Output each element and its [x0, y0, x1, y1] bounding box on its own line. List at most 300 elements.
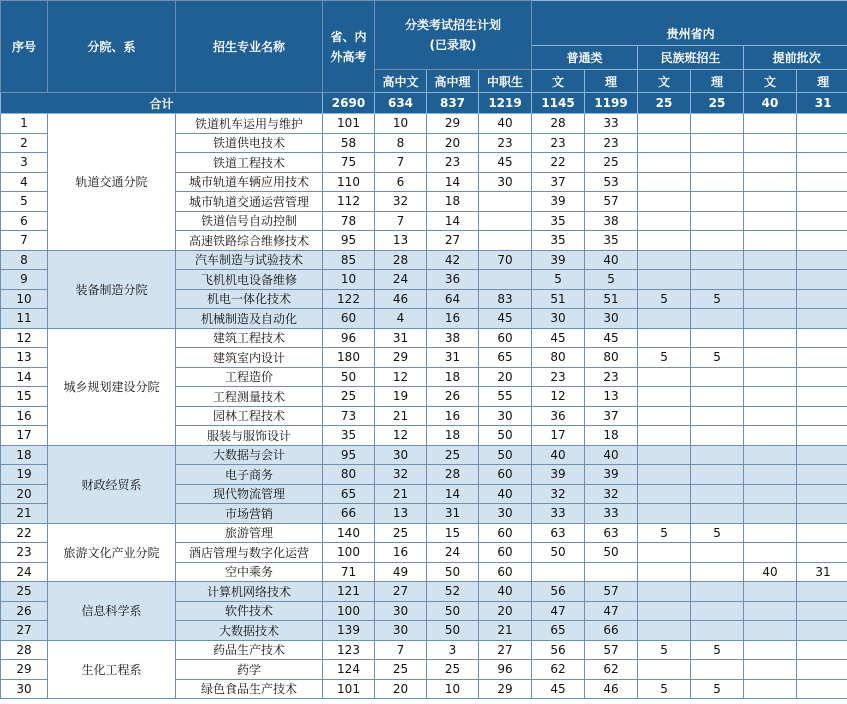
row-mz-wen: 5	[638, 289, 691, 309]
row-pt-li: 40	[585, 250, 638, 270]
row-pt-li: 37	[585, 406, 638, 426]
row-major: 工程造价	[176, 367, 323, 387]
row-mz-li	[691, 601, 744, 621]
table-row	[1, 445, 847, 465]
row-seq: 16	[1, 406, 48, 426]
row-mz-li	[691, 484, 744, 504]
row-hsexam: 73	[323, 406, 375, 426]
row-hsexam: 140	[323, 523, 375, 543]
row-tq-wen	[744, 328, 797, 348]
row-major: 药学	[176, 660, 323, 680]
table-body	[1, 114, 847, 699]
row-mz-li	[691, 367, 744, 387]
row-hsexam: 124	[323, 660, 375, 680]
table-row	[1, 328, 847, 348]
row-hs-li: 31	[427, 348, 479, 368]
row-hs-li: 15	[427, 523, 479, 543]
row-mz-wen	[638, 114, 691, 134]
row-seq: 29	[1, 660, 48, 680]
row-seq: 6	[1, 211, 48, 231]
row-zhongzhi	[479, 270, 532, 290]
row-pt-wen: 30	[532, 309, 585, 329]
row-mz-li	[691, 543, 744, 563]
row-major: 建筑工程技术	[176, 328, 323, 348]
row-seq: 3	[1, 153, 48, 173]
row-seq: 12	[1, 328, 48, 348]
row-zhongzhi: 30	[479, 406, 532, 426]
row-pt-li: 63	[585, 523, 638, 543]
row-mz-li	[691, 445, 744, 465]
row-pt-li: 62	[585, 660, 638, 680]
row-hsexam: 100	[323, 543, 375, 563]
row-mz-li	[691, 562, 744, 582]
row-pt-wen: 62	[532, 660, 585, 680]
row-seq: 8	[1, 250, 48, 270]
row-pt-li: 35	[585, 231, 638, 251]
row-tq-li	[797, 289, 847, 309]
row-pt-wen: 39	[532, 250, 585, 270]
row-tq-wen	[744, 133, 797, 153]
row-tq-wen	[744, 289, 797, 309]
row-tq-wen	[744, 192, 797, 212]
row-pt-wen: 47	[532, 601, 585, 621]
row-hs-wen: 13	[375, 504, 427, 524]
row-mz-wen	[638, 660, 691, 680]
row-hs-li: 18	[427, 192, 479, 212]
row-hs-li: 3	[427, 640, 479, 660]
table-row	[1, 523, 847, 543]
row-tq-wen	[744, 582, 797, 602]
row-zhongzhi: 60	[479, 543, 532, 563]
row-hs-wen: 21	[375, 406, 427, 426]
row-zhongzhi: 29	[479, 679, 532, 699]
row-pt-wen: 22	[532, 153, 585, 173]
row-hs-wen: 46	[375, 289, 427, 309]
row-zhongzhi: 65	[479, 348, 532, 368]
row-pt-li: 13	[585, 387, 638, 407]
row-hsexam: 66	[323, 504, 375, 524]
row-mz-li	[691, 250, 744, 270]
row-pt-wen	[532, 562, 585, 582]
row-mz-wen	[638, 484, 691, 504]
row-hs-wen: 32	[375, 465, 427, 485]
row-mz-wen	[638, 387, 691, 407]
row-mz-li	[691, 309, 744, 329]
row-mz-wen	[638, 172, 691, 192]
row-pt-wen: 37	[532, 172, 585, 192]
total-pt-wen: 1145	[532, 93, 585, 114]
row-mz-li	[691, 172, 744, 192]
row-mz-wen	[638, 445, 691, 465]
row-hs-li: 24	[427, 543, 479, 563]
row-zhongzhi: 45	[479, 309, 532, 329]
row-major: 药品生产技术	[176, 640, 323, 660]
row-zhongzhi: 40	[479, 582, 532, 602]
row-hs-li: 26	[427, 387, 479, 407]
row-hs-li: 27	[427, 231, 479, 251]
row-zhongzhi: 23	[479, 133, 532, 153]
row-hs-li: 14	[427, 172, 479, 192]
row-tq-li	[797, 387, 847, 407]
row-mz-wen	[638, 582, 691, 602]
row-major: 铁道信号自动控制	[176, 211, 323, 231]
header-zhongzhi: 中职生	[479, 70, 532, 93]
row-pt-wen: 32	[532, 484, 585, 504]
row-major: 大数据与会计	[176, 445, 323, 465]
row-seq: 4	[1, 172, 48, 192]
row-major: 机械制造及自动化	[176, 309, 323, 329]
row-tq-li	[797, 406, 847, 426]
row-mz-wen	[638, 211, 691, 231]
row-hs-li: 10	[427, 679, 479, 699]
row-hsexam: 96	[323, 328, 375, 348]
row-major: 现代物流管理	[176, 484, 323, 504]
row-mz-li: 5	[691, 523, 744, 543]
row-pt-wen: 40	[532, 445, 585, 465]
row-zhongzhi	[479, 192, 532, 212]
row-tq-li	[797, 133, 847, 153]
row-zhongzhi: 83	[479, 289, 532, 309]
row-pt-wen: 28	[532, 114, 585, 134]
row-zhongzhi: 45	[479, 153, 532, 173]
row-pt-li: 39	[585, 465, 638, 485]
row-zhongzhi: 20	[479, 601, 532, 621]
row-hs-li: 38	[427, 328, 479, 348]
row-hs-wen: 12	[375, 367, 427, 387]
row-mz-li: 5	[691, 348, 744, 368]
row-zhongzhi	[479, 211, 532, 231]
total-tq-li: 31	[797, 93, 847, 114]
row-mz-wen	[638, 562, 691, 582]
row-mz-li	[691, 153, 744, 173]
row-tq-li: 31	[797, 562, 847, 582]
row-hs-li: 16	[427, 309, 479, 329]
row-zhongzhi: 27	[479, 640, 532, 660]
row-hsexam: 60	[323, 309, 375, 329]
row-pt-li: 57	[585, 640, 638, 660]
row-major: 大数据技术	[176, 621, 323, 641]
row-hs-li: 25	[427, 445, 479, 465]
row-seq: 9	[1, 270, 48, 290]
row-hs-li: 25	[427, 660, 479, 680]
row-hsexam: 25	[323, 387, 375, 407]
row-tq-li	[797, 640, 847, 660]
row-major: 铁道工程技术	[176, 153, 323, 173]
row-tq-li	[797, 114, 847, 134]
row-mz-li	[691, 582, 744, 602]
row-pt-li: 33	[585, 504, 638, 524]
header-dept: 分院、系	[48, 1, 176, 93]
row-mz-wen	[638, 601, 691, 621]
row-pt-wen: 65	[532, 621, 585, 641]
department-name: 生化工程系	[48, 640, 176, 699]
row-zhongzhi: 55	[479, 387, 532, 407]
row-seq: 19	[1, 465, 48, 485]
row-tq-li	[797, 211, 847, 231]
row-hs-wen: 32	[375, 192, 427, 212]
row-tq-li	[797, 484, 847, 504]
row-mz-li	[691, 406, 744, 426]
department-name: 城乡规划建设分院	[48, 328, 176, 445]
row-mz-wen	[638, 328, 691, 348]
row-major: 机电一体化技术	[176, 289, 323, 309]
row-zhongzhi: 30	[479, 504, 532, 524]
row-tq-wen	[744, 621, 797, 641]
row-hs-li: 42	[427, 250, 479, 270]
row-pt-wen: 45	[532, 679, 585, 699]
row-hsexam: 85	[323, 250, 375, 270]
row-hs-li: 64	[427, 289, 479, 309]
header-seq: 序号	[1, 1, 48, 93]
row-hs-li: 31	[427, 504, 479, 524]
row-major: 飞机机电设备维修	[176, 270, 323, 290]
row-pt-li: 47	[585, 601, 638, 621]
row-tq-li	[797, 367, 847, 387]
row-mz-li	[691, 465, 744, 485]
row-pt-wen: 17	[532, 426, 585, 446]
row-hsexam: 123	[323, 640, 375, 660]
row-mz-li: 5	[691, 640, 744, 660]
row-tq-wen	[744, 465, 797, 485]
row-tq-wen	[744, 172, 797, 192]
row-tq-wen	[744, 679, 797, 699]
row-mz-wen: 5	[638, 348, 691, 368]
row-mz-wen	[638, 270, 691, 290]
header-mz-li: 理	[691, 70, 744, 93]
row-tq-wen	[744, 348, 797, 368]
row-hs-wen: 30	[375, 445, 427, 465]
row-zhongzhi: 60	[479, 562, 532, 582]
row-pt-li: 51	[585, 289, 638, 309]
row-mz-li	[691, 192, 744, 212]
row-hs-li: 16	[427, 406, 479, 426]
header-tiqian: 提前批次	[744, 46, 847, 70]
row-hsexam: 75	[323, 153, 375, 173]
row-tq-li	[797, 328, 847, 348]
row-tq-wen	[744, 250, 797, 270]
row-major: 电子商务	[176, 465, 323, 485]
row-hsexam: 78	[323, 211, 375, 231]
row-seq: 14	[1, 367, 48, 387]
row-tq-wen	[744, 211, 797, 231]
row-seq: 17	[1, 426, 48, 446]
row-zhongzhi: 60	[479, 465, 532, 485]
row-tq-wen	[744, 523, 797, 543]
row-tq-wen	[744, 406, 797, 426]
header-tq-wen: 文	[744, 70, 797, 93]
row-hs-wen: 8	[375, 133, 427, 153]
row-hsexam: 122	[323, 289, 375, 309]
row-major: 铁道机车运用与维护	[176, 114, 323, 134]
row-pt-li	[585, 562, 638, 582]
row-hs-wen: 4	[375, 309, 427, 329]
row-pt-wen: 39	[532, 192, 585, 212]
header-hsexam: 省、内 外高考	[323, 1, 375, 93]
row-hs-wen: 7	[375, 211, 427, 231]
row-mz-wen: 5	[638, 679, 691, 699]
row-mz-wen: 5	[638, 640, 691, 660]
row-zhongzhi: 30	[479, 172, 532, 192]
row-hs-wen: 12	[375, 426, 427, 446]
row-seq: 22	[1, 523, 48, 543]
row-tq-wen	[744, 640, 797, 660]
row-tq-li	[797, 445, 847, 465]
row-tq-wen	[744, 309, 797, 329]
row-hs-wen: 24	[375, 270, 427, 290]
row-zhongzhi	[479, 231, 532, 251]
row-pt-wen: 56	[532, 640, 585, 660]
row-seq: 25	[1, 582, 48, 602]
row-mz-wen	[638, 543, 691, 563]
header-putong: 普通类	[532, 46, 638, 70]
row-pt-li: 66	[585, 621, 638, 641]
row-hs-li: 14	[427, 211, 479, 231]
total-hs-wen: 634	[375, 93, 427, 114]
row-mz-li	[691, 114, 744, 134]
header-hs-li: 高中理	[427, 70, 479, 93]
department-name: 轨道交通分院	[48, 114, 176, 251]
row-mz-li	[691, 133, 744, 153]
row-hsexam: 121	[323, 582, 375, 602]
row-seq: 21	[1, 504, 48, 524]
row-tq-wen	[744, 445, 797, 465]
row-mz-li	[691, 387, 744, 407]
row-hsexam: 58	[323, 133, 375, 153]
row-seq: 11	[1, 309, 48, 329]
row-mz-wen	[638, 406, 691, 426]
row-hs-wen: 13	[375, 231, 427, 251]
row-tq-li	[797, 660, 847, 680]
row-pt-li: 5	[585, 270, 638, 290]
row-mz-li	[691, 621, 744, 641]
row-mz-li	[691, 231, 744, 251]
row-hs-wen: 28	[375, 250, 427, 270]
total-hs-li: 837	[427, 93, 479, 114]
row-mz-wen	[638, 250, 691, 270]
row-hs-li: 50	[427, 562, 479, 582]
table-header	[1, 1, 847, 114]
row-tq-li	[797, 172, 847, 192]
row-hsexam: 180	[323, 348, 375, 368]
row-hsexam: 71	[323, 562, 375, 582]
row-major: 绿色食品生产技术	[176, 679, 323, 699]
row-pt-wen: 39	[532, 465, 585, 485]
row-major: 城市轨道车辆应用技术	[176, 172, 323, 192]
row-seq: 15	[1, 387, 48, 407]
header-classify: 分类考试招生计划 (已录取)	[375, 1, 532, 70]
row-pt-wen: 56	[532, 582, 585, 602]
row-pt-li: 23	[585, 133, 638, 153]
row-mz-wen	[638, 231, 691, 251]
row-pt-li: 23	[585, 367, 638, 387]
row-hs-wen: 30	[375, 601, 427, 621]
row-tq-li	[797, 270, 847, 290]
row-hs-li: 28	[427, 465, 479, 485]
row-pt-wen: 33	[532, 504, 585, 524]
row-major: 铁道供电技术	[176, 133, 323, 153]
row-mz-wen	[638, 192, 691, 212]
row-hs-wen: 25	[375, 660, 427, 680]
row-pt-wen: 50	[532, 543, 585, 563]
row-tq-wen	[744, 387, 797, 407]
row-hs-li: 23	[427, 153, 479, 173]
row-pt-wen: 45	[532, 328, 585, 348]
row-major: 服装与服饰设计	[176, 426, 323, 446]
row-mz-wen	[638, 426, 691, 446]
row-seq: 26	[1, 601, 48, 621]
row-tq-li	[797, 250, 847, 270]
row-hsexam: 10	[323, 270, 375, 290]
row-tq-li	[797, 504, 847, 524]
row-mz-wen	[638, 153, 691, 173]
table-row	[1, 582, 847, 602]
row-tq-wen	[744, 601, 797, 621]
row-pt-wen: 35	[532, 211, 585, 231]
row-pt-li: 57	[585, 582, 638, 602]
row-hs-wen: 29	[375, 348, 427, 368]
row-mz-wen	[638, 367, 691, 387]
row-hs-wen: 7	[375, 640, 427, 660]
table-row	[1, 640, 847, 660]
row-tq-li	[797, 601, 847, 621]
row-tq-wen	[744, 660, 797, 680]
row-hs-li: 20	[427, 133, 479, 153]
row-tq-li	[797, 153, 847, 173]
row-hsexam: 50	[323, 367, 375, 387]
row-tq-wen	[744, 114, 797, 134]
row-mz-li	[691, 211, 744, 231]
table-row	[1, 114, 847, 134]
row-tq-wen: 40	[744, 562, 797, 582]
row-seq: 27	[1, 621, 48, 641]
row-hs-wen: 7	[375, 153, 427, 173]
row-zhongzhi: 50	[479, 426, 532, 446]
row-major: 市场营销	[176, 504, 323, 524]
row-mz-li: 5	[691, 289, 744, 309]
header-major: 招生专业名称	[176, 1, 323, 93]
row-major: 旅游管理	[176, 523, 323, 543]
row-hsexam: 65	[323, 484, 375, 504]
row-zhongzhi: 50	[479, 445, 532, 465]
header-minzu: 民族班招生	[638, 46, 744, 70]
row-tq-wen	[744, 367, 797, 387]
total-mz-wen: 25	[638, 93, 691, 114]
row-zhongzhi: 60	[479, 328, 532, 348]
row-zhongzhi: 40	[479, 114, 532, 134]
total-zhongzhi: 1219	[479, 93, 532, 114]
row-hsexam: 95	[323, 445, 375, 465]
row-pt-li: 80	[585, 348, 638, 368]
row-hs-li: 18	[427, 426, 479, 446]
total-hsexam: 2690	[323, 93, 375, 114]
row-hs-li: 52	[427, 582, 479, 602]
row-pt-li: 46	[585, 679, 638, 699]
row-hsexam: 35	[323, 426, 375, 446]
row-hs-li: 36	[427, 270, 479, 290]
total-row	[1, 93, 847, 114]
row-pt-wen: 51	[532, 289, 585, 309]
row-hs-li: 29	[427, 114, 479, 134]
row-hsexam: 100	[323, 601, 375, 621]
row-major: 酒店管理与数字化运营	[176, 543, 323, 563]
row-major: 园林工程技术	[176, 406, 323, 426]
total-tq-wen: 40	[744, 93, 797, 114]
row-hs-wen: 16	[375, 543, 427, 563]
row-major: 建筑室内设计	[176, 348, 323, 368]
row-seq: 10	[1, 289, 48, 309]
row-hsexam: 80	[323, 465, 375, 485]
row-tq-li	[797, 582, 847, 602]
